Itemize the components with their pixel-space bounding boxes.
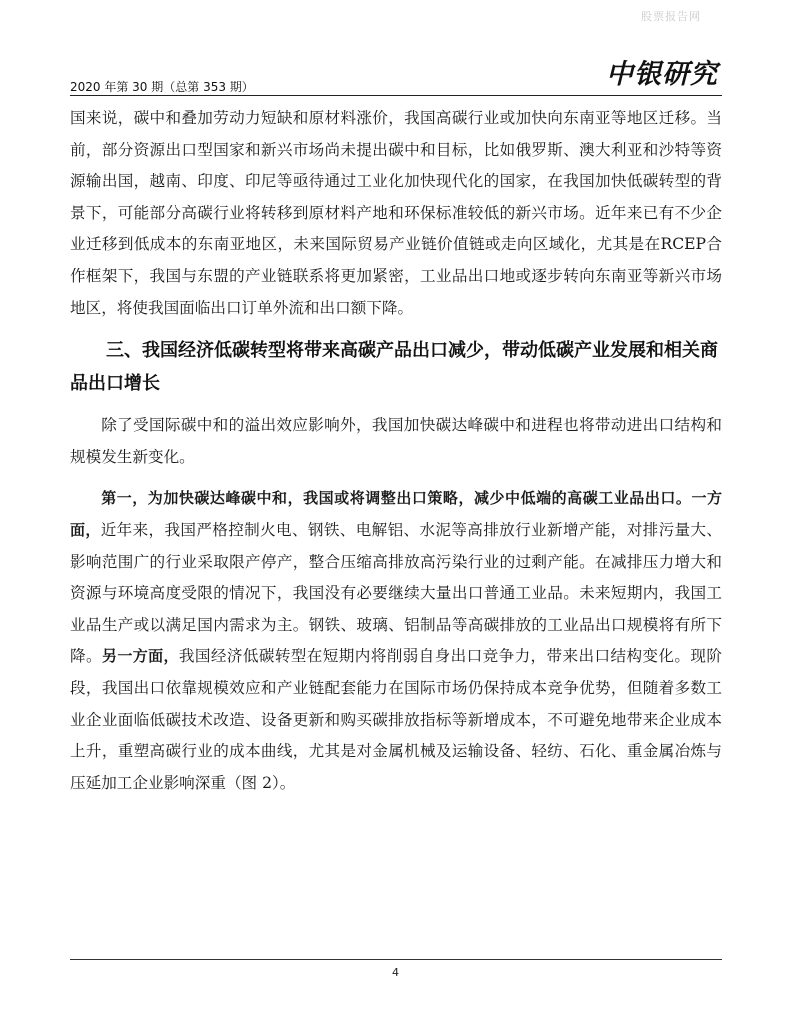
page-number: 4 (392, 966, 399, 979)
brand-logo-text: 中银研究 (606, 59, 718, 90)
watermark-text: 股票报告网 (641, 10, 701, 23)
page-header (70, 52, 722, 92)
paragraph-continued: 国来说，碳中和叠加劳动力短缺和原材料涨价，我国高碳行业或加快向东南亚等地区迁移。当前，部分资源出口型国家和新兴市场尚未提出碳中和目标，比如俄罗斯、澳大利亚和沙特等资源输出国，越南、印度、印尼等亟待通过工业化加快现代化的国家，在我国加快低碳转型的背景下，可能部分高碳行业将转移到原材料产地和环保标准较低的新兴市场。近年来已有不少企业迁移到低成本的东南亚地区，未来国际贸易产业链价值链或走向区域化，尤其是在RCEP合作框架下，我国与东盟的产业链联系将更加紧密，工业品出口地或逐步转向东南亚等新兴市场地区，将使我国面临出口订单外流和出口额下降。 (70, 109, 722, 317)
footer-divider (70, 959, 722, 960)
paragraph-first-point (70, 483, 722, 799)
paragraph-intro: 除了受国际碳中和的溢出效应影响外，我国加快碳达峰碳中和进程也将带动进出口结构和规模发生新变化。 (70, 416, 722, 466)
one-hand-lead: 一方面， (70, 489, 722, 539)
first-point-lead: 第一，为加快碳达峰碳中和，我国或将调整出口策略，减少中低端的高碳工业品出口。 (101, 489, 692, 508)
one-hand-text: 近年来，我国严格控制火电、钢铁、电解铝、水泥等高排放行业新增产能，对排污量大、影响范围广的行业采取限产停产，整合压缩高排放高污染行业的过剩产能。在减排压力增大和资源与环境高度受限的情况下，我国没有必要继续大量出口普通工业品。未来短期内，我国工业品生产或以满足国内需求为主。钢铁、玻璃、铝制品等高碳排放的工业品出口规模将有所下降。 (70, 520, 722, 666)
article-body (70, 103, 722, 799)
other-hand-text: 我国经济低碳转型在短期内将削弱自身出口竞争力，带来出口结构变化。现阶段，我国出口依靠规模效应和产业链配套能力在国际市场仍保持成本竞争优势，但随着多数工业企业面临低碳技术改造、设备更新和购买碳排放指标等新增成本，不可避免地带来企业成本上升，重塑高碳行业的成本曲线，尤其是对金属机械及运输设备、轻纺、石化、重金属冶炼与压延加工企业影响深重（图 2）。 (70, 647, 722, 792)
issue-label: 2020 年第 30 期（总第 353 期） (70, 80, 254, 94)
header-divider (70, 95, 722, 96)
section-heading: 三、我国经济低碳转型将带来高碳产品出口减少，带动低碳产业发展和相关商品出口增长 (70, 340, 718, 395)
other-hand-lead: 另一方面， (101, 647, 179, 666)
